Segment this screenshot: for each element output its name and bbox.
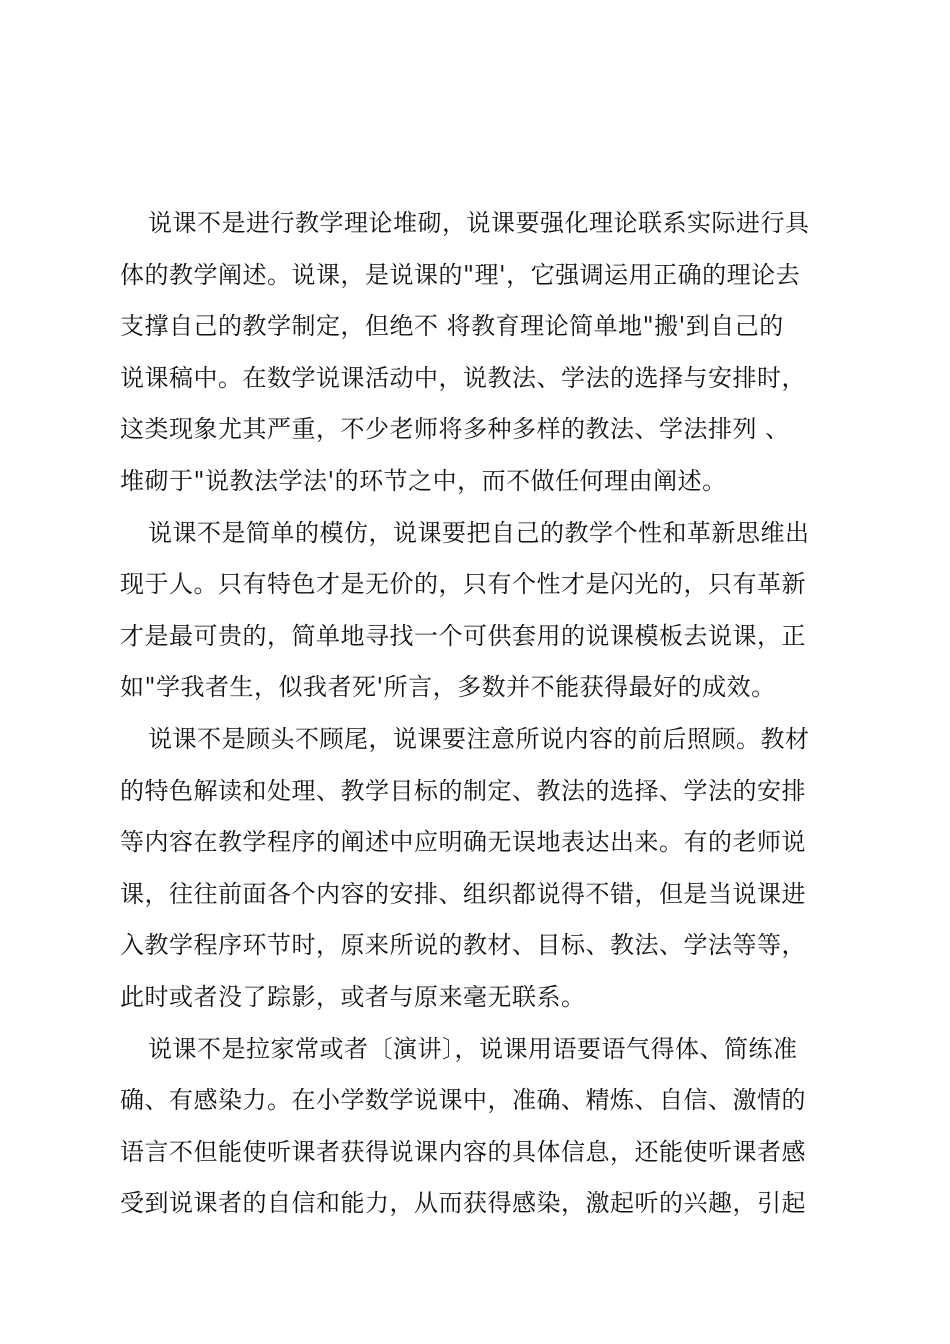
paragraph-3-line-4: 课，往往前面各个内容的安排、组织都说得不错，但是当说课进	[120, 879, 806, 908]
paragraph-3-line-2: 的特色解读和处理、教学目标的制定、教法的选择、学法的安排	[120, 776, 806, 805]
paragraph-3-line-6: 此时或者没了踪影，或者与原来毫无联系。	[120, 982, 586, 1011]
document-body	[120, 198, 832, 1230]
paragraph-3-line-5: 入教学程序环节时，原来所说的教材、目标、教法、学法等等，	[120, 931, 806, 960]
paragraph-4-line-3: 语言不但能使听课者获得说课内容的具体信息，还能使听课者感	[120, 1137, 806, 1166]
paragraph-2-line-2: 现于人。只有特色才是无价的，只有个性才是闪光的，只有革新	[120, 570, 806, 599]
paragraph-4-line-2: 确、有感染力。在小学数学说课中，准确、精炼、自信、激情的	[120, 1086, 806, 1115]
paragraph-1-line-1: 说课不是进行教学理论堆砌，说课要强化理论联系实际进行具	[148, 209, 810, 237]
paragraph-3-line-1: 说课不是顾头不顾尾，说课要注意所说内容的前后照顾。教材	[148, 724, 810, 753]
paragraph-3-line-3: 等内容在教学程序的阐述中应明确无误地表达出来。有的老师说	[120, 828, 806, 857]
paragraph-2-line-4: 如"学我者生，似我者死'所言，多数并不能获得最好的成效。	[120, 673, 776, 702]
paragraph-1-line-6: 堆砌于"说教法学法'的环节之中，而不做任何理由阐述。	[120, 466, 727, 495]
paragraph-2-line-1: 说课不是简单的模仿，说课要把自己的教学个性和革新思维出	[148, 518, 810, 547]
paragraph-4-line-4: 受到说课者的自信和能力，从而获得感染，激起听的兴趣，引起	[120, 1189, 806, 1218]
paragraph-4-line-1: 说课不是拉家常或者〔演讲〕，说课用语要语气得体、简练准	[148, 1034, 798, 1063]
paragraph-1-line-5: 这类现象尤其严重，不少老师将多种多样的教法、学法排列 、	[120, 415, 790, 444]
paragraph-1-line-2: 体的教学阐述。说课，是说课的"理'，它强调运用正确的理论去	[120, 260, 801, 289]
paragraph-1-line-4: 说课稿中。在数学说课活动中，说教法、学法的选择与安排时，	[120, 363, 806, 392]
paragraph-2-line-3: 才是最可贵的，简单地寻找一个可供套用的说课模板去说课，正	[120, 621, 806, 650]
paragraph-1-line-3: 支撑自己的教学制定，但绝不 将教育理论简单地"搬'到自己的	[120, 312, 784, 341]
